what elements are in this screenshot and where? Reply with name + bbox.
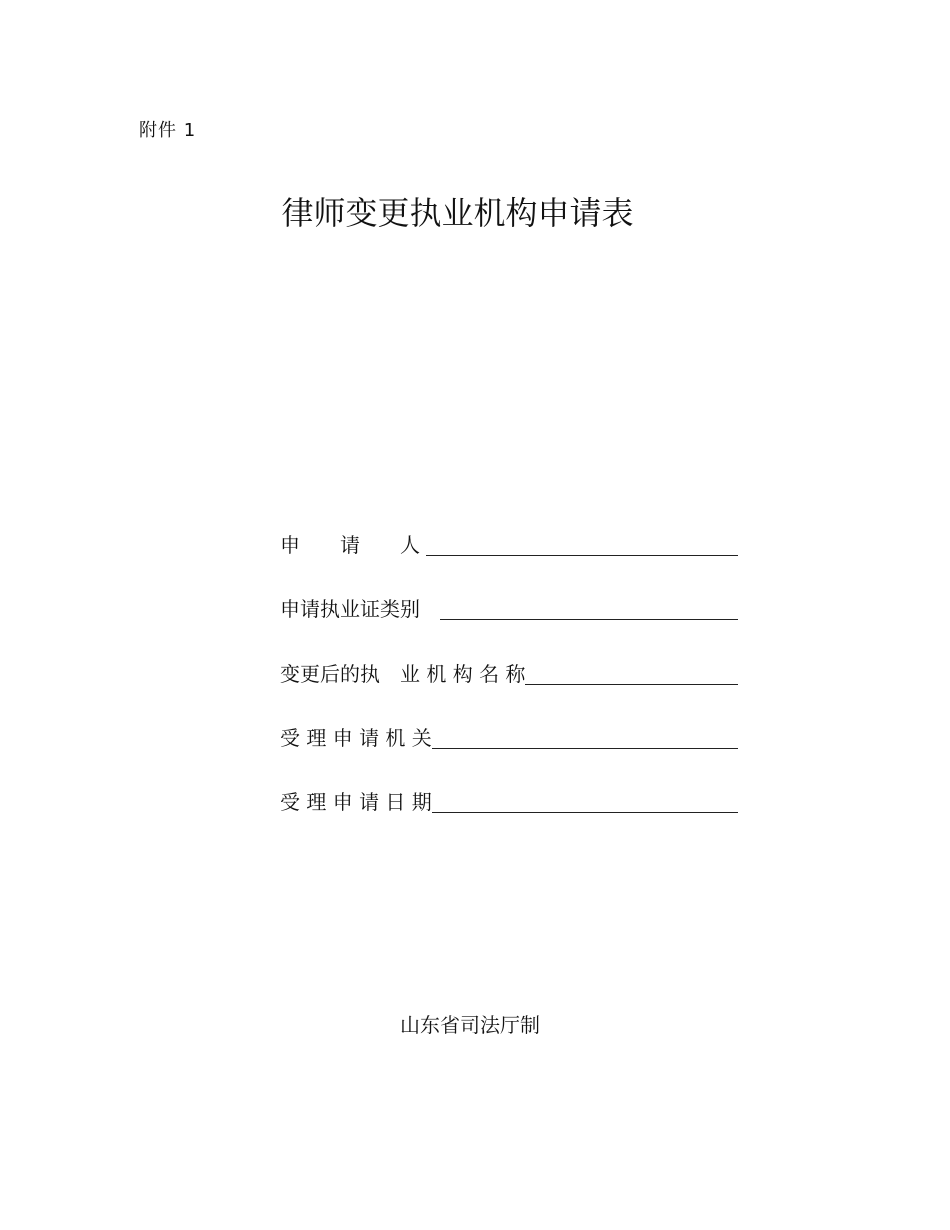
license-category-label: 申请执业证类别 — [280, 597, 420, 621]
accepting-authority-fill-line[interactable] — [432, 747, 738, 749]
applicant-fill-line[interactable] — [426, 554, 738, 556]
attachment-label: 附件 1 — [139, 120, 197, 141]
accepting-authority-field — [280, 719, 738, 751]
applicant-field — [280, 526, 738, 558]
accepting-authority-label: 受 理 申 请 机 关 — [280, 726, 432, 750]
acceptance-date-field — [280, 783, 738, 815]
issuer-footer: 山东省司法厅制 — [400, 1013, 540, 1037]
new-firm-name-field — [280, 655, 738, 687]
document-title: 律师变更执业机构申请表 — [281, 194, 634, 232]
acceptance-date-fill-line[interactable] — [432, 811, 738, 813]
acceptance-date-label: 受 理 申 请 日 期 — [280, 790, 432, 814]
new-firm-name-label: 变更后的执 业 机 构 名 称 — [280, 662, 526, 686]
new-firm-name-fill-line[interactable] — [525, 683, 738, 685]
applicant-label: 申 请 人 — [280, 533, 420, 557]
license-category-field — [280, 590, 738, 622]
license-category-fill-line[interactable] — [440, 618, 738, 620]
